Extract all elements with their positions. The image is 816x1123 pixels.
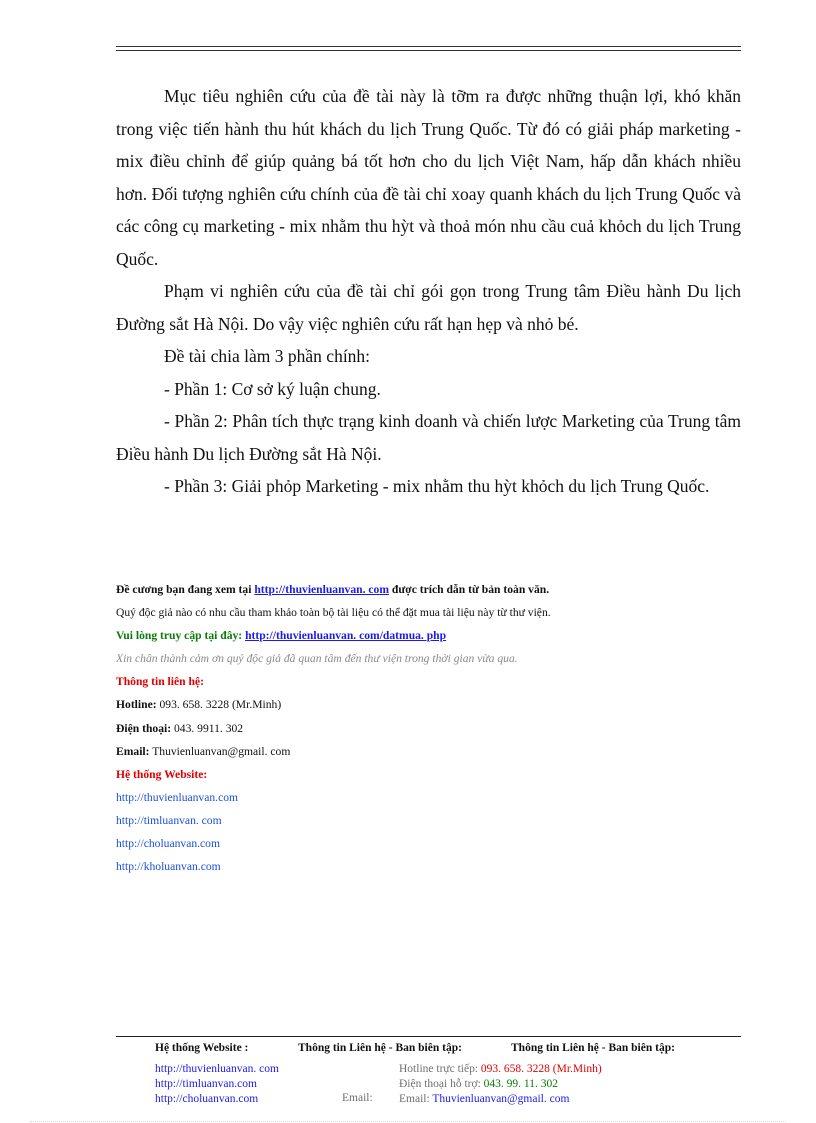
paragraph-objective: Mục tiêu nghiên cứu của đề tài này là tỡm ra được những thuận lợi, khó khăn trong việc tiến hành thu hút khách du lịch Trung Quốc. Từ đó có giải pháp marketing - mix điều chỉnh để giúp quảng bá tốt hơn cho du lịch Việt Nam, hấp dẫn khách nhiều hơn. Đối tượng nghiên cứu chính của đề tài chỉ xoay quanh khách du lịch Trung Quốc và các công cụ marketing - mix nhằm thu hỳt và thoả món nhu cầu cuả khỏch du lịch Trung Quốc.: [116, 86, 741, 269]
notice-access-prefix: Vui lòng truy cập tại đây:: [116, 629, 246, 643]
paragraph-scope: Phạm vi nghiên cứu của đề tài chỉ gói gọn trong Trung tâm Điều hành Du lịch Đường sắt Hà Nội. Do vậy việc nghiên cứu rất hạn hẹp và nhỏ bé.: [116, 281, 741, 334]
document-body: [116, 80, 741, 503]
hotline-label: Hotline:: [116, 698, 157, 712]
footer-rule: [116, 1036, 741, 1037]
footer-email: [399, 1092, 602, 1107]
footer-email-label-a: Email:: [342, 1092, 373, 1104]
notice-source-prefix: Đề cương bạn đang xem tại: [116, 583, 255, 596]
website-link-1[interactable]: http://thuvienluanvan.com: [116, 790, 239, 804]
phone-value: 043. 9911. 302: [171, 721, 244, 735]
footer-col-websites: [155, 1041, 279, 1107]
paragraph-structure-intro: Đề tài chia làm 3 phần chính:: [164, 346, 371, 366]
paragraph-part-3: - Phần 3: Giải phỏp Marketing - mix nhằm thu hỳt khỏch du lịch Trung Quốc.: [164, 476, 710, 496]
email-label: Email:: [116, 744, 150, 758]
contact-hotline: [116, 693, 756, 716]
websites-heading: Hệ thống Website:: [116, 767, 208, 781]
hotline-value: 093. 658. 3228 (Mr.Minh): [156, 698, 282, 712]
footer-email-label: Email:: [399, 1093, 433, 1105]
paragraph-part-1: - Phần 1: Cơ sở ký luận chung.: [164, 378, 381, 399]
contact-phone: [116, 717, 756, 740]
notice-source-suffix: được trích dẫn từ bản toàn văn.: [389, 583, 550, 596]
footer-phone-value: 043. 99. 11. 302: [483, 1078, 558, 1090]
website-link-2[interactable]: http://timluanvan. com: [116, 813, 222, 827]
footer-phone: [399, 1077, 602, 1092]
footer-website-link-1[interactable]: http://thuvienluanvan. com: [155, 1063, 279, 1075]
contact-heading: Thông tin liên hệ:: [116, 675, 204, 689]
notice-access-line: [116, 624, 756, 647]
notice-source-line: [116, 578, 756, 601]
footer-website-link-2[interactable]: http://timluanvan.com: [155, 1078, 257, 1090]
page-footer: [0, 1041, 816, 1111]
notice-purchase-line: Quý độc giả nào có nhu cầu tham khảo toàn bộ tài liệu có thể đặt mua tài liệu này từ thư viện.: [116, 606, 551, 620]
footer-website-link-3[interactable]: http://choluanvan.com: [155, 1093, 259, 1105]
notice-order-link[interactable]: http://thuvienluanvan. com/datmua. php: [245, 629, 447, 643]
website-link-4[interactable]: http://kholuanvan.com: [116, 860, 221, 874]
footer-email-value[interactable]: Thuvienluanvan@gmail. com: [432, 1093, 570, 1105]
footer-hotline: [399, 1062, 602, 1077]
header-rule: [116, 46, 741, 51]
footer-hotline-label: Hotline trực tiếp:: [399, 1063, 481, 1075]
notice-source-link[interactable]: http://thuvienluanvan. com: [254, 583, 389, 596]
website-link-3[interactable]: http://choluanvan.com: [116, 837, 220, 851]
footer-websites-heading: Hệ thống Website :: [155, 1042, 249, 1054]
paragraph-part-2: - Phần 2: Phân tích thực trạng kinh doanh và chiến lược Marketing của Trung tâm Điều hành Du lịch Đường sắt Hà Nội.: [116, 411, 741, 464]
footer-col-contact-b: [399, 1062, 602, 1107]
footer-col-contact-b-heading: [511, 1041, 675, 1056]
phone-label: Điện thoại:: [116, 721, 172, 735]
page-bottom-dotted-rule: [30, 1121, 786, 1122]
contact-email: [116, 740, 756, 763]
footer-contact-heading-a: Thông tin Liên hệ - Ban biên tập:: [298, 1042, 462, 1054]
footer-phone-label: Điện thoại hỗ trợ:: [399, 1078, 484, 1090]
footer-col-contact-a: [298, 1041, 462, 1056]
footer-contact-heading-b: Thông tin Liên hệ - Ban biên tập:: [511, 1042, 675, 1054]
notice-thanks-line: Xin chân thành cảm ơn quý độc giả đã quan tâm đến thư viện trong thời gian vừa qua.: [116, 652, 518, 666]
footer-hotline-value: 093. 658. 3228 (Mr.Minh): [480, 1063, 602, 1075]
library-notice: [116, 578, 756, 878]
email-value: Thuvienluanvan@gmail. com: [149, 744, 291, 758]
